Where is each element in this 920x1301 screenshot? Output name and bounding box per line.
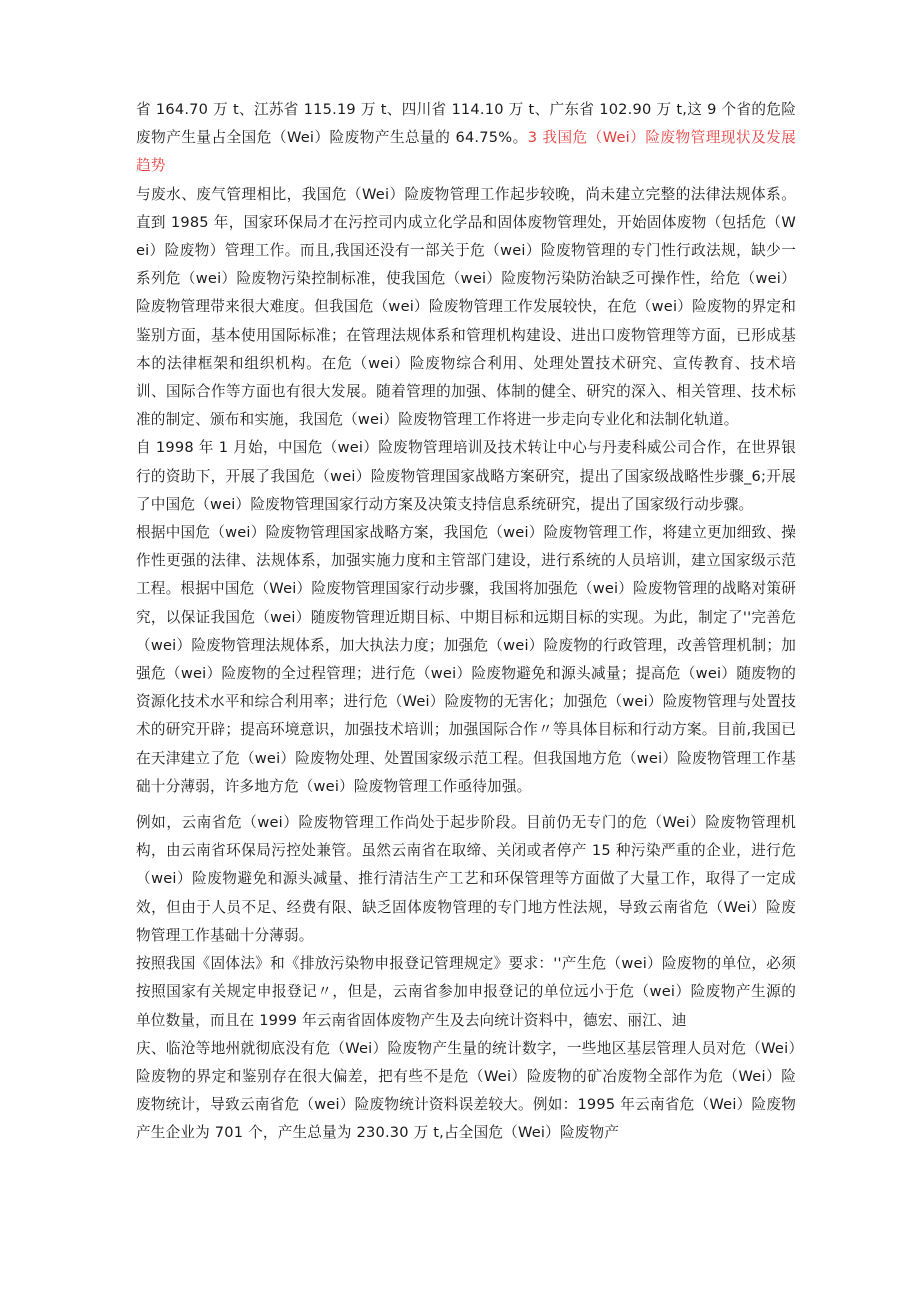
document-page xyxy=(136,96,796,1148)
section-heading: 3 我国危（Wei）险废物管理现状及发展趋势 xyxy=(136,129,796,175)
paragraph-management-status: 与废水、废气管理相比，我国危（Wei）险废物管理工作起步较晚，尚未建立完整的法律法规体系。直到 1985 年，国家环保局才在污控司内成立化学品和固体废物管理处，开始固体废物（包括危（Wei）险废物）管理工作。而且,我国还没有一部关于危（wei）险废物管理的专门性行政法规，缺少一系列危（wei）险废物污染控制标准，使我国危（wei）险废物污染防治缺乏可操作性，给危（wei）险废物管理带来很大难度。但我国危（wei）险废物管理工作发展较快，在危（wei）险废物的界定和鉴别方面，基本使用国际标准；在管理法规体系和管理机构建设、进出口废物管理等方面，已形成基本的法律框架和组织机构。在危（wei）险废物综合利用、处理处置技术研究、宣传教育、技术培训、国际合作等方面也有很大发展。随着管理的加强、体制的健全、研究的深入、相关管理、技术标准的制定、颁布和实施，我国危（wei）险废物管理工作将进一步走向专业化和法制化轨道。 xyxy=(136,185,796,429)
paragraph-statistics: 庆、临沧等地州就彻底没有危（Wei）险废物产生量的统计数字，一些地区基层管理人员对危（Wei）险废物的界定和鉴别存在很大偏差，把有些不是危（Wei）险废物的矿冶废物全部作为危（Wei）险废物统计，导致云南省危（wei）险废物统计资料误差较大。例如：1995 年云南省危（Wei）险废物产生企业为 701 个，产生总量为 230.30 万 t,占全国危（Wei）险废物产 xyxy=(136,1039,796,1142)
intro-text: 省 164.70 万 t、江苏省 115.19 万 t、四川省 114.10 万 t、广东省 102.90 万 t,这 9 个省的危险废物产生量占全国危（Wei）险废物产生总量的 64.75%。 xyxy=(136,101,796,147)
paragraph-intro xyxy=(136,96,796,181)
paragraph-national-plan: 根据中国危（wei）险废物管理国家战略方案，我国危（wei）险废物管理工作，将建立更加细致、操作性更强的法律、法规体系，加强实施力度和主管部门建设，进行系统的人员培训，建立国家级示范工程。根据中国危（Wei）险废物管理国家行动步骤，我国将加强危（wei）险废物管理的战略对策研究，以保证我国危（wei）随废物管理近期目标、中期目标和远期目标的实现。为此，制定了''完善危（wei）险废物管理法规体系，加大执法力度；加强危（wei）险废物的行政管理，改善管理机制；加强危（wei）险废物的全过程管理；进行危（wei）险废物避免和源头减量；提高危（wei）随废物的资源化技术水平和综合利用率；进行危（Wei）险废物的无害化；加强危（wei）险废物管理与处置技术的研究开辟；提高环境意识，加强技术培训；加强国际合作〃等具体目标和行动方案。目前,我国已在天津建立了危（wei）险废物处理、处置国家级示范工程。但我国地方危（wei）险废物管理工作基础十分薄弱，许多地方危（wei）险废物管理工作亟待加强。 xyxy=(136,524,796,795)
paragraph-strategy-research: 自 1998 年 1 月始，中国危（wei）险废物管理培训及技术转让中心与丹麦科威公司合作，在世界银行的资助下，开展了我国危（wei）险废物管理国家战略方案研究，提出了国家级战略性步骤_6;开展了中国危（wei）险废物管理国家行动方案及决策支持信息系统研究，提出了国家级行动步骤。 xyxy=(136,439,796,513)
paragraph-registration: 按照我国《固体法》和《排放污染物申报登记管理规定》要求：''产生危（wei）险废物的单位，必须按照国家有关规定申报登记〃，但是，云南省参加申报登记的单位远小于危（wei）险废物产生源的单位数量，而且在 1999 年云南省固体废物产生及去向统计资料中，德宏、丽江、迪 xyxy=(136,955,796,1029)
paragraph-yunnan-example: 例如，云南省危（wei）险废物管理工作尚处于起步阶段。目前仍无专门的危（Wei）险废物管理机构，由云南省环保局污控处兼管。虽然云南省在取缔、关闭或者停产 15 种污染严重的企业，进行危（wei）险废物避免和源头减量、推行清洁生产工艺和环保管理等方面做了大量工作，取得了一定成效，但由于人员不足、经费有限、缺乏固体废物管理的专门地方性法规，导致云南省危（Wei）险废物管理工作基础十分薄弱。 xyxy=(136,814,796,944)
